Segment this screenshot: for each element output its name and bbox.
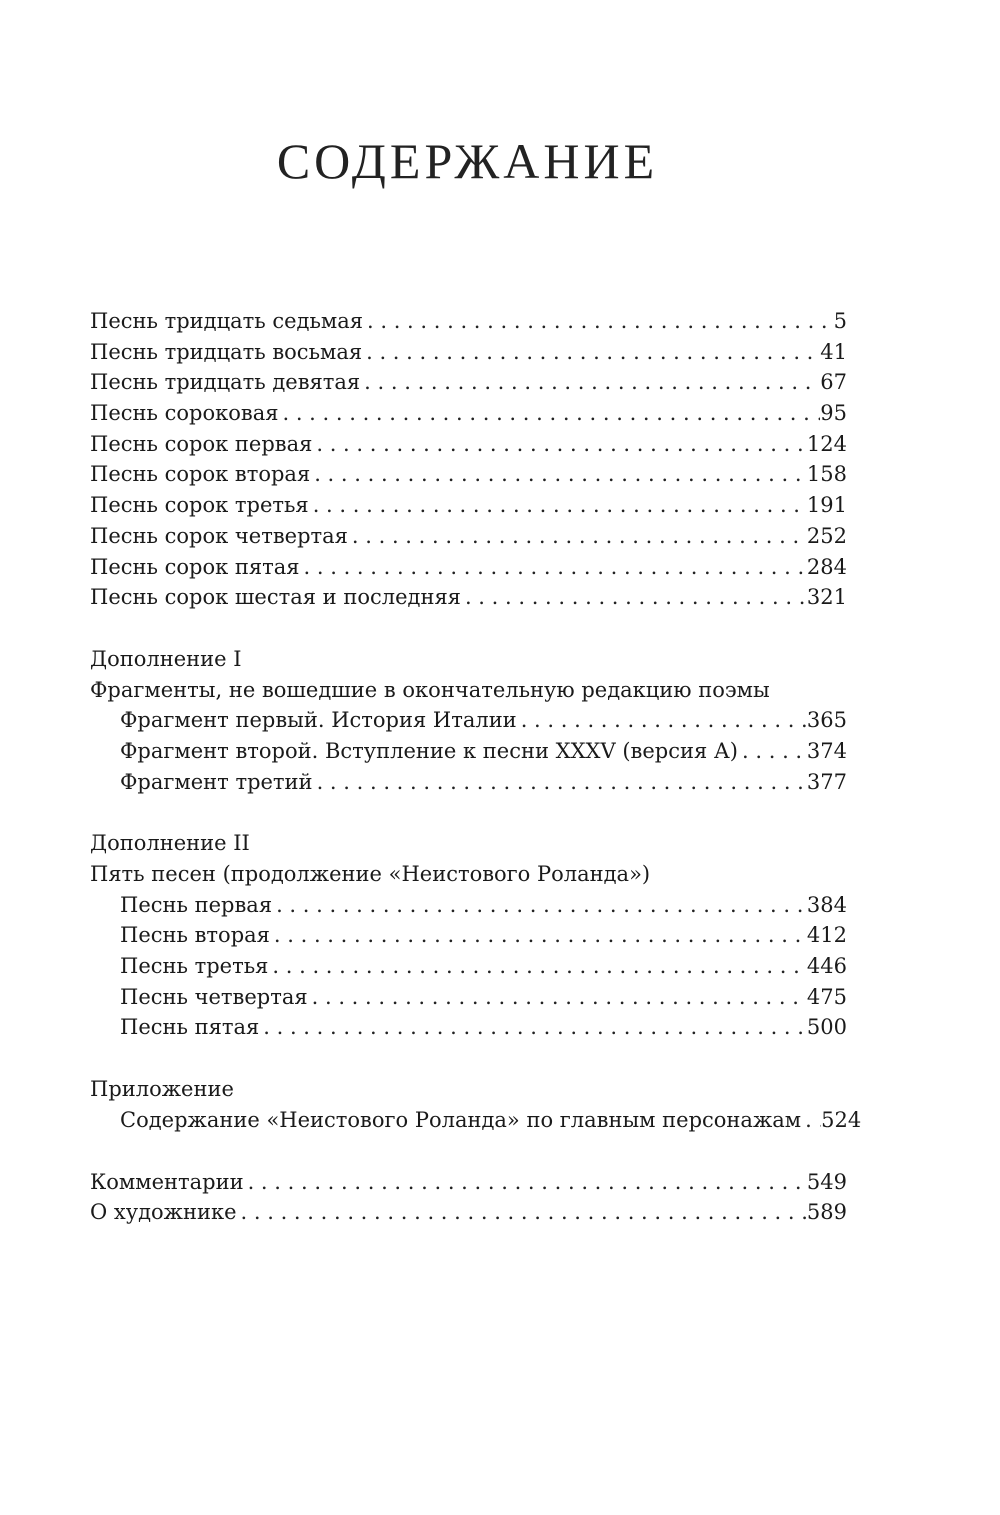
entry-page: 384 [806, 892, 847, 917]
dot-leader [801, 1105, 821, 1136]
dot-leader [517, 705, 807, 736]
section-gap [90, 613, 847, 644]
appendix-2-heading: Дополнение II [90, 831, 250, 856]
entry-page: 41 [820, 339, 847, 364]
entry-label: Фрагмент первый. История Италии [120, 708, 517, 733]
toc-entry[interactable] [90, 1197, 847, 1228]
toc-entry[interactable] [90, 951, 847, 982]
entry-label: Песнь четвертая [120, 984, 308, 1009]
entry-label: Песнь сорок четвертая [90, 523, 348, 548]
supplement-heading: Приложение [90, 1077, 234, 1102]
dot-leader [272, 890, 807, 921]
dot-leader [348, 521, 807, 552]
toc-entry[interactable] [90, 1105, 862, 1136]
entry-page: 95 [820, 401, 847, 426]
entry-page: 589 [806, 1200, 847, 1225]
dot-leader [360, 367, 820, 398]
section-gap [90, 1043, 847, 1074]
entry-page: 321 [806, 585, 847, 610]
entry-label: О художнике [90, 1200, 237, 1225]
entry-page: 374 [806, 738, 847, 763]
section-gap [90, 1136, 847, 1167]
toc-entry[interactable] [90, 490, 847, 521]
toc-entry[interactable] [90, 521, 847, 552]
toc-entry[interactable] [90, 582, 847, 613]
appendix-1-section [90, 644, 847, 797]
entry-page: 549 [806, 1169, 847, 1194]
entry-label: Фрагмент второй. Вступление к песни XXXV (версия А) [120, 738, 739, 763]
dot-leader [313, 767, 807, 798]
dot-leader [268, 951, 807, 982]
toc-entry[interactable] [90, 337, 847, 368]
entry-label: Песнь сорок шестая и последняя [90, 585, 461, 610]
entry-page: 252 [806, 523, 847, 548]
dot-leader [309, 490, 807, 521]
toc-entry[interactable] [90, 429, 847, 460]
dot-leader [738, 736, 807, 767]
dot-leader [259, 1012, 807, 1043]
supplement-section [90, 1074, 862, 1135]
entry-page: 412 [806, 923, 847, 948]
toc-entry[interactable] [90, 705, 847, 736]
entry-label: Фрагмент третий [120, 769, 313, 794]
toc-entry[interactable] [90, 890, 847, 921]
entry-label: Песнь первая [120, 892, 273, 917]
toc-entry[interactable] [90, 1167, 847, 1198]
entry-label: Песнь сорок пятая [90, 554, 300, 579]
entry-label: Песнь сорок первая [90, 431, 313, 456]
entry-label: Песнь вторая [120, 923, 270, 948]
main-songs-list [90, 306, 847, 613]
page-title: СОДЕРЖАНИЕ [276, 133, 659, 189]
entry-label: Песнь тридцать восьмая [90, 339, 363, 364]
entry-page: 377 [806, 769, 847, 794]
entry-page: 124 [806, 431, 847, 456]
entry-page: 191 [806, 493, 847, 518]
dot-leader [308, 982, 807, 1013]
toc-entry[interactable] [90, 1012, 847, 1043]
entry-page: 365 [806, 708, 847, 733]
toc-entry[interactable] [90, 767, 847, 798]
entry-label: Песнь третья [120, 954, 269, 979]
entry-page: 284 [806, 554, 847, 579]
toc-entry[interactable] [90, 552, 847, 583]
appendix-2-subheading: Пять песен (продолжение «Неистового Роланда») [90, 862, 651, 886]
toc-entry[interactable] [90, 920, 847, 951]
entry-label: Песнь сорок вторая [90, 462, 311, 487]
end-section [90, 1167, 847, 1228]
dot-leader [363, 306, 834, 337]
dot-leader [461, 582, 807, 613]
toc-entry[interactable] [90, 982, 847, 1013]
dot-leader [237, 1197, 807, 1228]
dot-leader [362, 337, 820, 368]
section-gap [90, 797, 847, 828]
dot-leader [312, 429, 807, 460]
entry-label: Комментарии [90, 1169, 244, 1194]
appendix-1-subheading: Фрагменты, не вошедшие в окончательную редакцию поэмы [90, 677, 770, 702]
entry-page: 500 [806, 1015, 847, 1040]
entry-label: Содержание «Неистового Роланда» по главным персонажам [120, 1107, 802, 1132]
entry-label: Песнь пятая [120, 1015, 260, 1040]
toc-entry[interactable] [90, 367, 847, 398]
toc-entry[interactable] [90, 736, 847, 767]
dot-leader [310, 459, 807, 490]
entry-label: Песнь тридцать девятая [90, 370, 361, 395]
dot-leader [300, 552, 807, 583]
entry-page: 475 [806, 984, 847, 1009]
entry-page: 524 [821, 1107, 862, 1132]
entry-page: 5 [833, 309, 847, 333]
appendix-1-heading: Дополнение I [90, 646, 242, 671]
entry-page: 158 [806, 462, 847, 487]
table-of-contents [90, 306, 862, 1228]
dot-leader [278, 398, 820, 429]
toc-entry[interactable] [90, 459, 847, 490]
toc-entry[interactable] [90, 398, 847, 429]
entry-page: 446 [806, 954, 847, 979]
dot-leader [270, 920, 807, 951]
entry-label: Песнь сороковая [90, 401, 279, 426]
dot-leader [244, 1167, 807, 1198]
entry-label: Песнь сорок третья [90, 493, 309, 518]
appendix-2-section [90, 828, 847, 1043]
toc-entry[interactable] [90, 306, 847, 337]
entry-label: Песнь тридцать седьмая [90, 309, 363, 333]
entry-page: 67 [820, 370, 847, 395]
